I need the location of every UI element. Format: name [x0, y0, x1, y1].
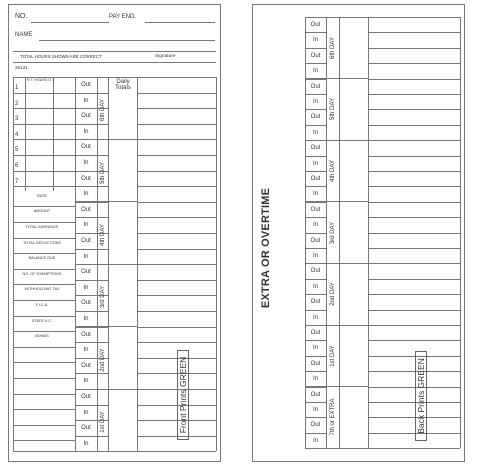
day-label: 5th DAY — [100, 161, 106, 184]
rule-line — [13, 171, 75, 172]
rule-line — [305, 402, 326, 403]
deduction-label: WITHHOLDING TAX — [24, 287, 60, 292]
rule-line — [305, 94, 326, 95]
rule-line — [13, 222, 75, 223]
out-label: Out — [310, 83, 321, 90]
in-label: In — [83, 347, 89, 354]
rule-line — [368, 63, 460, 64]
out-label: Out — [310, 360, 321, 367]
rule-line — [305, 171, 326, 172]
in-label: In — [83, 160, 89, 166]
rule-line — [305, 294, 326, 295]
in-label: In — [312, 129, 318, 136]
out-label: Out — [310, 268, 321, 275]
rule-line — [75, 280, 108, 281]
deduction-label: F.I.C.A. — [35, 303, 49, 308]
rule-line — [368, 217, 460, 218]
out-label: Out — [310, 330, 321, 336]
rule-line — [368, 233, 460, 234]
out-label: Out — [310, 422, 321, 429]
form-number: 25131 — [15, 65, 28, 70]
in-label: In — [312, 99, 318, 105]
rule-line — [368, 186, 460, 187]
deduction-label: RATE — [37, 193, 47, 198]
pay-end-label: PAY END. — [109, 14, 137, 20]
in-label: In — [83, 253, 89, 260]
deduction-label: TOTAL DEDUCTIONS — [23, 240, 61, 245]
rule-line — [75, 186, 108, 187]
row-number: 6 — [15, 163, 19, 169]
in-label: In — [312, 407, 318, 413]
rule-line — [75, 139, 137, 140]
rule-line — [305, 233, 326, 234]
rule-line — [13, 316, 75, 317]
rule-line — [75, 264, 137, 265]
rule-line — [137, 93, 216, 94]
out-label: Out — [310, 52, 321, 59]
row-number: 2 — [15, 100, 19, 107]
rule-line — [13, 331, 75, 332]
extra-overtime-title: EXTRA OR OVERTIME — [260, 187, 272, 309]
back-card — [252, 4, 465, 462]
row-number: 1 — [15, 85, 19, 91]
rule-line — [368, 356, 460, 357]
out-label: Out — [81, 425, 91, 432]
deduction-label: TOTAL EARNINGS — [25, 225, 59, 230]
rule-line — [137, 327, 216, 328]
out-label: Out — [81, 82, 91, 88]
rule-line — [13, 425, 75, 426]
rule-line — [368, 48, 460, 49]
rule-line — [305, 310, 326, 311]
row-number: 7 — [15, 178, 19, 185]
rule-line — [75, 311, 108, 312]
back-print-note-text: Back Prints GREEN — [415, 358, 426, 434]
rule-line — [368, 294, 460, 295]
rule-line — [137, 342, 216, 343]
rule-line — [13, 155, 75, 156]
rule-line — [368, 279, 460, 280]
out-label: Out — [81, 113, 91, 120]
rule-line — [368, 387, 460, 388]
in-label: In — [83, 128, 89, 135]
rule-line — [13, 238, 75, 239]
out-label: Out — [81, 394, 91, 400]
out-label: Out — [310, 114, 321, 121]
in-label: In — [83, 316, 89, 322]
out-label: Out — [81, 331, 91, 338]
rule-line — [368, 371, 460, 372]
rule-line — [137, 124, 216, 125]
rule-line — [75, 326, 137, 327]
rule-line — [137, 186, 216, 187]
rule-line — [75, 389, 137, 390]
rule-line — [13, 440, 75, 441]
out-label: Out — [81, 300, 91, 307]
day-label: 2nd DAY — [330, 282, 336, 306]
rule-line — [137, 139, 216, 140]
rule-line — [460, 17, 461, 448]
day-label: 3rd DAY — [330, 221, 336, 244]
front-card — [8, 4, 221, 462]
rule-line — [75, 155, 108, 156]
out-label: Out — [81, 362, 91, 369]
out-label: Out — [310, 206, 321, 213]
day-label: 4th DAY — [330, 160, 336, 182]
rule-line — [305, 356, 326, 357]
rule-line — [368, 402, 460, 403]
in-label: In — [83, 222, 89, 229]
rule-line — [305, 279, 326, 280]
rule-line — [368, 79, 460, 80]
in-label: In — [312, 160, 318, 167]
rule-line — [305, 186, 326, 187]
day-label: 1st DAY — [100, 411, 106, 433]
in-label: In — [312, 314, 318, 321]
rule-line — [326, 17, 327, 448]
day-label: 7th or EXTRA — [330, 398, 336, 436]
in-label: In — [312, 345, 318, 352]
rule-line — [13, 93, 75, 94]
rule-line — [13, 139, 75, 140]
rule-line — [75, 249, 108, 250]
rule-line — [75, 373, 108, 374]
rule-line — [368, 156, 460, 157]
out-label: Out — [310, 237, 321, 244]
in-label: In — [312, 283, 318, 290]
rule-line — [305, 263, 368, 264]
in-label: In — [83, 378, 89, 385]
rule-line — [368, 94, 460, 95]
deduction-label: NO. OF EXEMPTIONS — [22, 271, 62, 276]
in-label: In — [312, 253, 318, 259]
rule-line — [13, 186, 75, 187]
rule-line — [305, 17, 460, 18]
rule-line — [305, 201, 368, 202]
rule-line — [13, 362, 75, 363]
deduction-label: BONDS — [35, 334, 49, 339]
hours-column-headers: R.T. HOURS O.T. — [27, 78, 55, 82]
in-label: In — [83, 440, 89, 447]
rule-line — [137, 171, 216, 172]
out-label: Out — [81, 269, 91, 276]
rule-line — [13, 409, 75, 410]
rule-line — [305, 417, 326, 418]
rule-line — [368, 32, 460, 33]
day-label: 1st DAY — [330, 345, 336, 367]
rule-line — [368, 140, 460, 141]
rule-line — [13, 269, 75, 270]
rule-line — [75, 124, 108, 125]
rule-line — [368, 109, 460, 110]
in-label: In — [83, 284, 89, 291]
rule-line — [305, 340, 326, 341]
name-label: NAME — [15, 32, 33, 38]
rule-line — [13, 378, 75, 379]
rule-line — [137, 217, 216, 218]
in-label: In — [312, 222, 318, 229]
rule-line — [75, 217, 108, 218]
rule-line — [305, 32, 326, 33]
rule-line — [305, 78, 368, 79]
row-number: 3 — [15, 116, 19, 123]
rule-line — [305, 63, 326, 64]
day-label: 4th DAY — [100, 224, 106, 246]
rule-line — [368, 340, 460, 341]
rule-line — [368, 125, 460, 126]
rule-line — [75, 436, 108, 437]
in-label: In — [312, 37, 318, 44]
out-label: Out — [310, 176, 321, 182]
rule-line — [368, 310, 460, 311]
in-label: In — [83, 409, 89, 416]
rule-line — [25, 77, 26, 191]
rule-line — [13, 451, 216, 452]
rule-line — [13, 124, 75, 125]
rule-line — [305, 248, 326, 249]
rule-line — [75, 201, 137, 202]
front-print-note — [177, 350, 189, 440]
rule-line — [216, 77, 217, 451]
rule-line — [305, 125, 326, 126]
rule-line — [137, 233, 216, 234]
day-label: 5th DAY — [330, 98, 336, 121]
in-label: In — [83, 97, 89, 104]
rule-line — [368, 263, 460, 264]
out-label: Out — [310, 391, 321, 398]
rule-line — [368, 325, 460, 326]
rule-line — [305, 325, 368, 326]
rule-line — [75, 405, 108, 406]
row-number: 4 — [15, 131, 19, 138]
total-hours-correct-label: TOTAL HOURS SHOWN ARE CORRECT — [20, 54, 102, 59]
rule-line — [137, 155, 216, 156]
out-label: Out — [310, 22, 321, 28]
in-label: In — [312, 376, 318, 383]
rule-line — [137, 249, 216, 250]
rule-line — [13, 347, 75, 348]
rule-line — [305, 109, 326, 110]
in-label: In — [83, 191, 89, 198]
rule-line — [368, 248, 460, 249]
daily-totals-label: Daily Totals — [115, 79, 131, 91]
rule-line — [137, 202, 216, 203]
back-print-note — [415, 351, 427, 441]
rule-line — [368, 417, 460, 418]
row-number: 5 — [15, 147, 19, 154]
rule-line — [13, 253, 75, 254]
out-label: Out — [310, 145, 321, 152]
rule-line — [305, 217, 326, 218]
rule-line — [75, 342, 108, 343]
rule-line — [305, 48, 326, 49]
out-label: Out — [81, 206, 91, 213]
rule-line — [75, 93, 108, 94]
rule-line — [137, 311, 216, 312]
front-print-note-text: Front Prints GREEN — [177, 356, 188, 434]
day-label: 3rd DAY — [100, 286, 106, 309]
rule-line — [13, 77, 14, 451]
rule-line — [13, 284, 75, 285]
rule-line — [137, 264, 216, 265]
rule-line — [368, 171, 460, 172]
rule-line — [13, 300, 75, 301]
rule-line — [305, 448, 460, 449]
rule-line — [305, 371, 326, 372]
rule-line — [137, 280, 216, 281]
day-label: 2nd DAY — [100, 348, 106, 372]
rule-line — [339, 17, 340, 448]
day-label: 6th DAY — [100, 99, 106, 122]
out-label: Out — [310, 299, 321, 306]
in-label: In — [312, 437, 318, 444]
out-label: Out — [81, 175, 91, 182]
rule-line — [305, 433, 326, 434]
rule-line — [53, 77, 54, 191]
deduction-label: STATE U.C. — [31, 318, 53, 323]
rule-line — [13, 394, 75, 395]
rule-line — [13, 206, 75, 207]
rule-line — [368, 202, 460, 203]
rule-line — [13, 108, 75, 109]
in-label: In — [312, 68, 318, 75]
deduction-label: AMOUNT — [33, 209, 51, 214]
out-label: Out — [81, 144, 91, 151]
day-label: 6th DAY — [330, 36, 336, 59]
no-label: NO. — [15, 13, 28, 20]
rule-line — [137, 295, 216, 296]
in-label: In — [312, 191, 318, 198]
out-label: Out — [81, 238, 91, 244]
rule-line — [305, 156, 326, 157]
signature-label: Signature — [155, 54, 176, 59]
rule-line — [305, 386, 368, 387]
deduction-label: BALANCE DUE — [28, 256, 56, 261]
rule-line — [137, 108, 216, 109]
rule-line — [305, 140, 368, 141]
rule-line — [368, 433, 460, 434]
